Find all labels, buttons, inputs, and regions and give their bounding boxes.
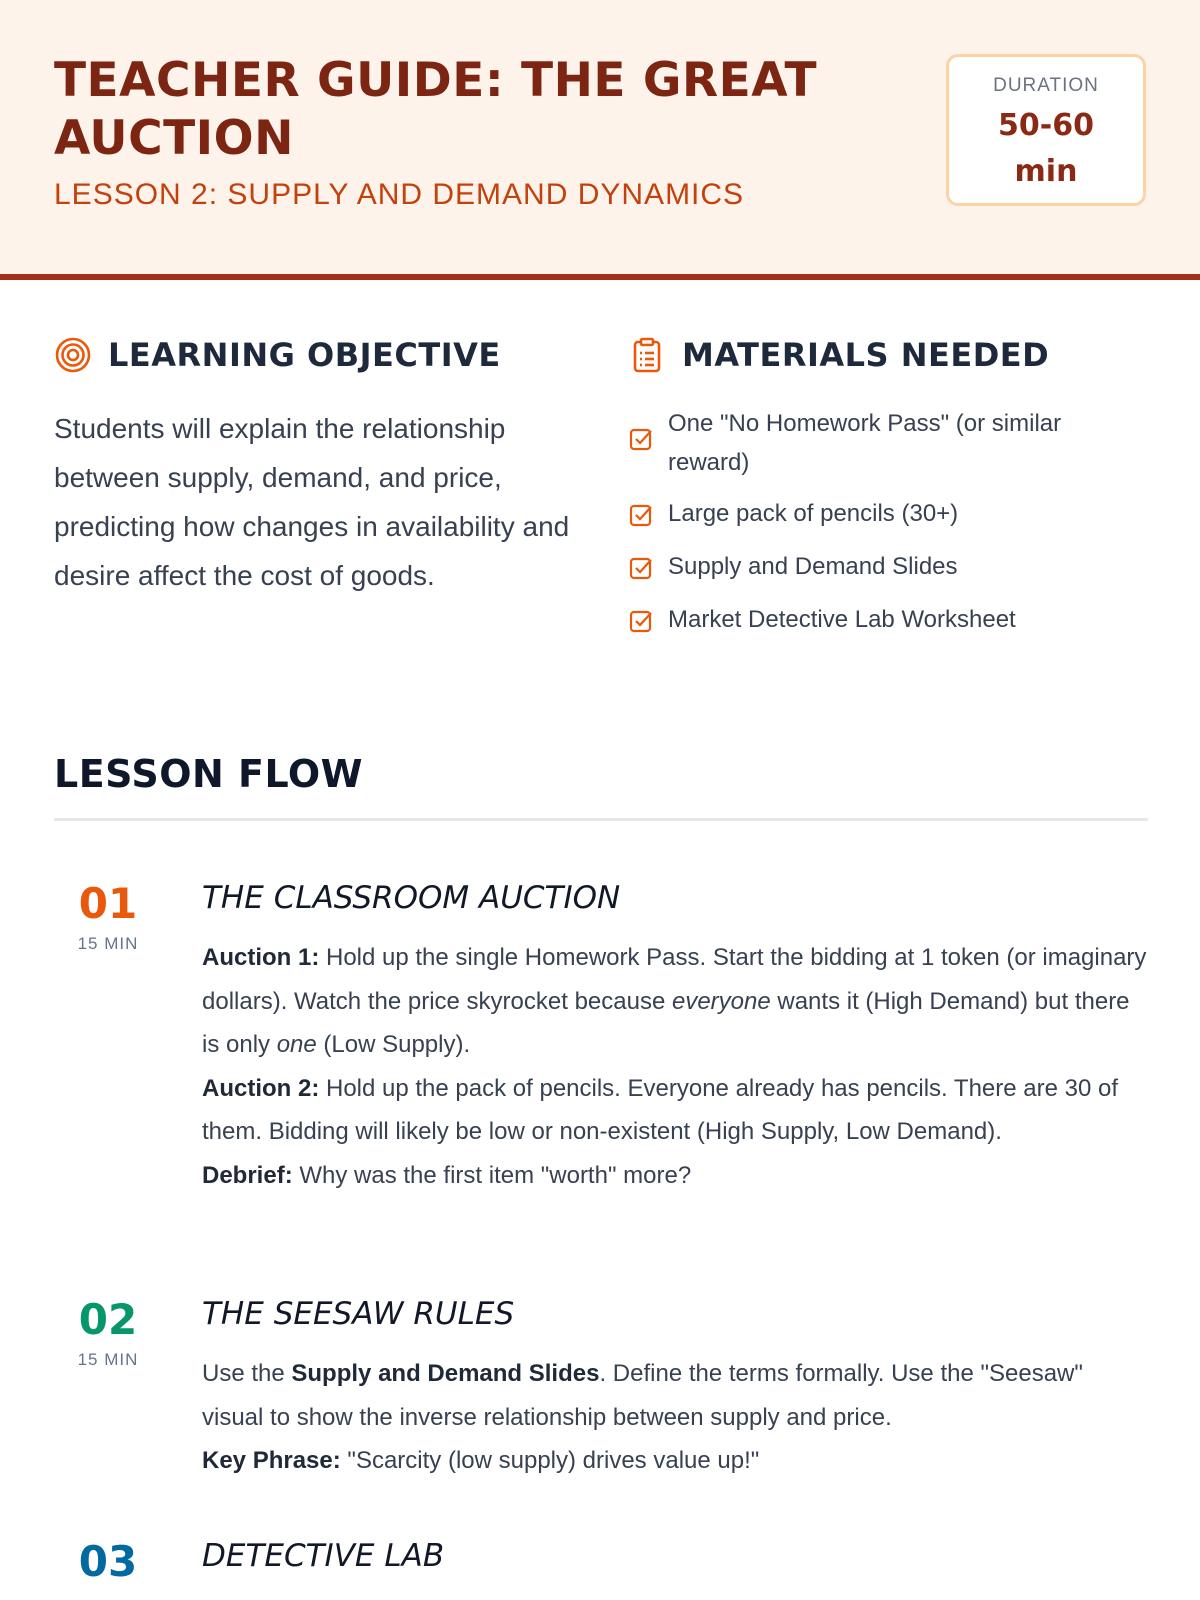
text-span: "Scarcity (low supply) drives value up!" — [340, 1447, 760, 1474]
checkbox-icon — [628, 608, 654, 634]
step-number-column — [54, 1536, 162, 1588]
step-description — [202, 936, 1148, 1197]
text-span: Hold up the single Homework Pass. Start the bidding at 1 token (or imaginary dollars). Watch the price skyrocket because — [202, 944, 1147, 1015]
list-item — [628, 404, 1148, 482]
text-span: Why was the first item "worth" more? — [292, 1161, 692, 1189]
inline-label: Auction 2: — [202, 1074, 320, 1102]
duration-label: DURATION — [993, 75, 1099, 96]
step-number: 01 — [78, 879, 138, 928]
materials-list — [628, 404, 1148, 653]
material-label: Market Detective Lab Worksheet — [668, 606, 1016, 633]
inline-bold: Supply and Demand Slides — [291, 1360, 600, 1387]
step-title: THE CLASSROOM AUCTION — [202, 880, 621, 916]
step-body — [202, 1536, 1148, 1576]
inline-label: Auction 1: — [202, 944, 320, 971]
step-body — [202, 878, 1148, 1197]
header — [0, 0, 1200, 280]
checkbox-icon — [628, 555, 654, 581]
text-span: Hold up the pack of pencils. Everyone already has pencils. There are 30 of them. Bidding will likely be low or non-existent (High Supply, Low Demand). — [202, 1074, 1119, 1145]
text-span: (Low Supply). — [316, 1031, 471, 1058]
inline-label: Key Phrase: — [202, 1447, 341, 1474]
list-item — [628, 494, 1148, 533]
page-title: TEACHER GUIDE: THE GREAT AUCTION — [54, 53, 818, 166]
objective-heading-label: LEARNING OBJECTIVE — [108, 336, 501, 374]
step-title: DETECTIVE LAB — [202, 1538, 445, 1574]
objective-text: Students will explain the relationship between supply, demand, and price, predicting how changes in availability and desire affect the cost of goods. — [54, 413, 570, 591]
checkbox-icon — [628, 502, 654, 528]
step-body — [202, 1294, 1148, 1483]
target-icon — [54, 336, 92, 374]
divider — [54, 818, 1148, 821]
step-number: 02 — [78, 1295, 138, 1344]
step-title: THE SEESAW RULES — [202, 1296, 515, 1332]
clipboard-icon — [628, 336, 666, 374]
step-number: 03 — [78, 1537, 138, 1586]
list-item — [628, 547, 1148, 586]
step-number-column — [54, 878, 162, 954]
text-span: . Define the terms formally. Use the "Seesaw" visual to show the inverse relationship between supply and price. — [202, 1360, 1083, 1431]
materials-heading-label: MATERIALS NEEDED — [682, 336, 1050, 374]
material-label: Supply and Demand Slides — [668, 553, 958, 580]
step-description — [202, 1352, 1148, 1483]
page-subtitle: LESSON 2: SUPPLY AND DEMAND DYNAMICS — [54, 178, 745, 211]
list-item — [628, 600, 1148, 639]
lesson-flow-heading: LESSON FLOW — [54, 752, 364, 796]
text-span: wants it (High Demand) but there is only — [202, 987, 1130, 1058]
emphasis: everyone — [671, 987, 771, 1015]
step-number-column — [54, 1294, 162, 1370]
step-duration: 15 MIN — [77, 934, 139, 953]
step-duration: 15 MIN — [77, 1350, 139, 1369]
material-label: One "No Homework Pass" (or similar reward) — [668, 410, 1062, 476]
inline-label: Debrief: — [202, 1161, 293, 1189]
objective-heading — [54, 336, 501, 374]
checkbox-icon — [628, 426, 654, 452]
materials-heading — [628, 336, 1049, 374]
duration-card — [946, 54, 1146, 206]
text-span: Use the — [202, 1360, 292, 1387]
duration-value: 50-60 min — [998, 108, 1094, 189]
emphasis: one — [276, 1031, 317, 1058]
material-label: Large pack of pencils (30+) — [668, 500, 959, 527]
